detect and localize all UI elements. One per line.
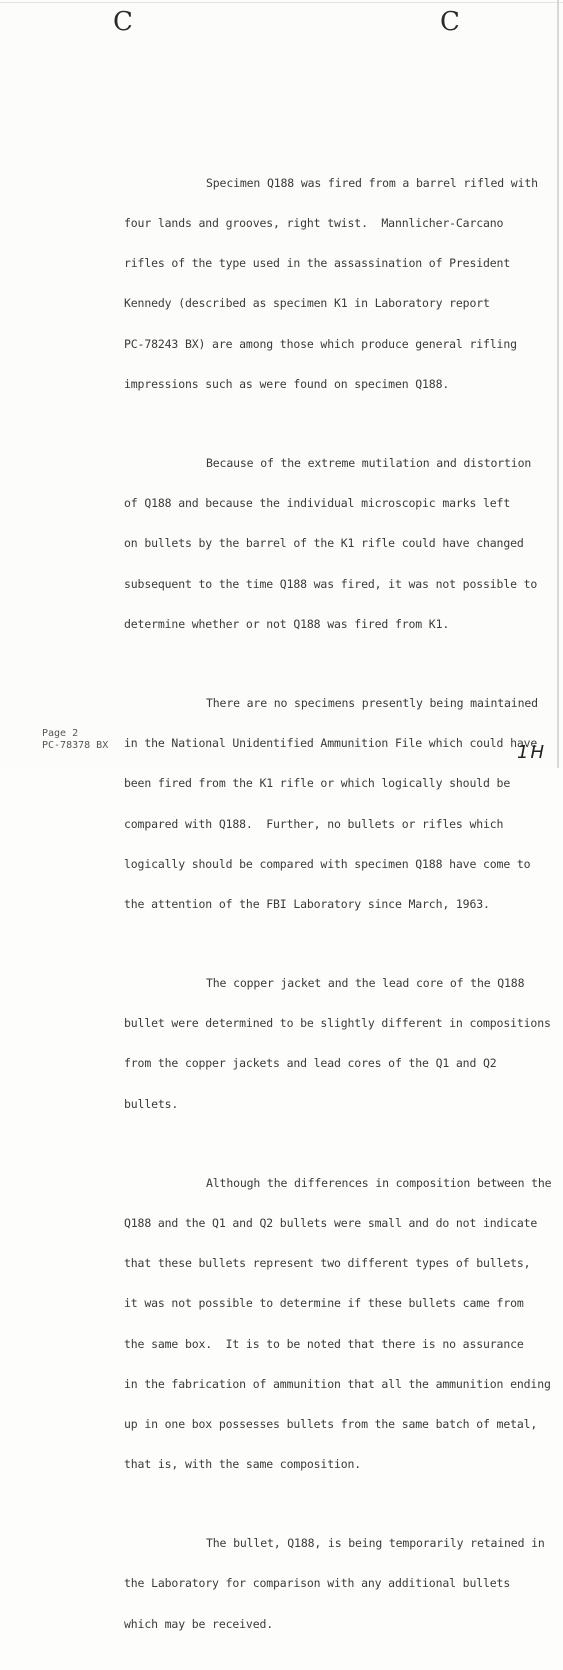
document-body [42, 150, 552, 1670]
text-line: been fired from the K1 rifle or which logically should be [124, 776, 511, 791]
text-line: that these bullets represent two different types of bullets, [124, 1256, 531, 1271]
text-line: in the National Unidentified Ammunition File which could have [124, 736, 538, 751]
hole-punch-mark-left: C [113, 7, 133, 37]
page-edge-right [557, 0, 559, 768]
page-number: Page 2 [42, 728, 79, 739]
text-line: it was not possible to determine if these bullets came from [124, 1296, 524, 1311]
text-line: compared with Q188. Further, no bullets or rifles which [124, 816, 504, 831]
text-line: Specimen Q188 was fired from a barrel rifled with [206, 175, 538, 190]
text-line: Because of the extreme mutilation and distortion [206, 455, 532, 470]
text-line: that is, with the same composition. [124, 1457, 362, 1472]
page-edge-top [0, 2, 563, 3]
text-line: rifles of the type used in the assassination of President [124, 256, 511, 271]
text-line: bullets. [124, 1096, 179, 1111]
paragraph-3 [42, 670, 547, 938]
text-line: the Laboratory for comparison with any additional bullets [124, 1576, 511, 1591]
text-line: subsequent to the time Q188 was fired, it was not possible to [124, 576, 538, 591]
text-line: PC-78243 BX) are among those which produce general rifling [124, 336, 517, 351]
paragraph-2 [42, 430, 547, 658]
text-line: on bullets by the barrel of the K1 rifle could have changed [124, 536, 524, 551]
text-line: in the fabrication of ammunition that all the ammunition ending [124, 1376, 551, 1391]
text-line: The bullet, Q188, is being temporarily retained in [206, 1536, 545, 1551]
text-line: the attention of the FBI Laboratory since March, 1963. [124, 896, 490, 911]
paragraph-5 [42, 1150, 552, 1499]
paragraph-4 [42, 950, 551, 1138]
text-line: from the copper jackets and lead cores of the Q1 and Q2 [124, 1056, 497, 1071]
handwritten-page-number: 1H [517, 742, 546, 763]
text-line: Kennedy (described as specimen K1 in Laboratory report [124, 296, 490, 311]
report-number: PC-78378 BX [42, 740, 109, 751]
text-line: Although the differences in composition between the [206, 1175, 552, 1190]
text-line: up in one box possesses bullets from the same batch of metal, [124, 1416, 538, 1431]
paragraph-6 [42, 1510, 547, 1657]
text-line: Q188 and the Q1 and Q2 bullets were small and do not indicate [124, 1215, 538, 1230]
hole-punch-mark-right: C [440, 7, 460, 37]
text-line: of Q188 and because the individual microscopic marks left [124, 496, 511, 511]
text-line: the same box. It is to be noted that there is no assurance [124, 1336, 524, 1351]
text-line: The copper jacket and the lead core of the Q188 [206, 975, 525, 990]
text-line: four lands and grooves, right twist. Mannlicher-Carcano [124, 216, 504, 231]
text-line: There are no specimens presently being maintained [206, 695, 538, 710]
paragraph-1 [42, 150, 547, 418]
text-line: determine whether or not Q188 was fired from K1. [124, 616, 450, 631]
text-line: bullet were determined to be slightly different in compositions [124, 1016, 551, 1031]
text-line: impressions such as were found on specimen Q188. [124, 376, 450, 391]
text-line: logically should be compared with specimen Q188 have come to [124, 856, 531, 871]
text-line: which may be received. [124, 1616, 274, 1631]
page-footer [42, 728, 108, 752]
